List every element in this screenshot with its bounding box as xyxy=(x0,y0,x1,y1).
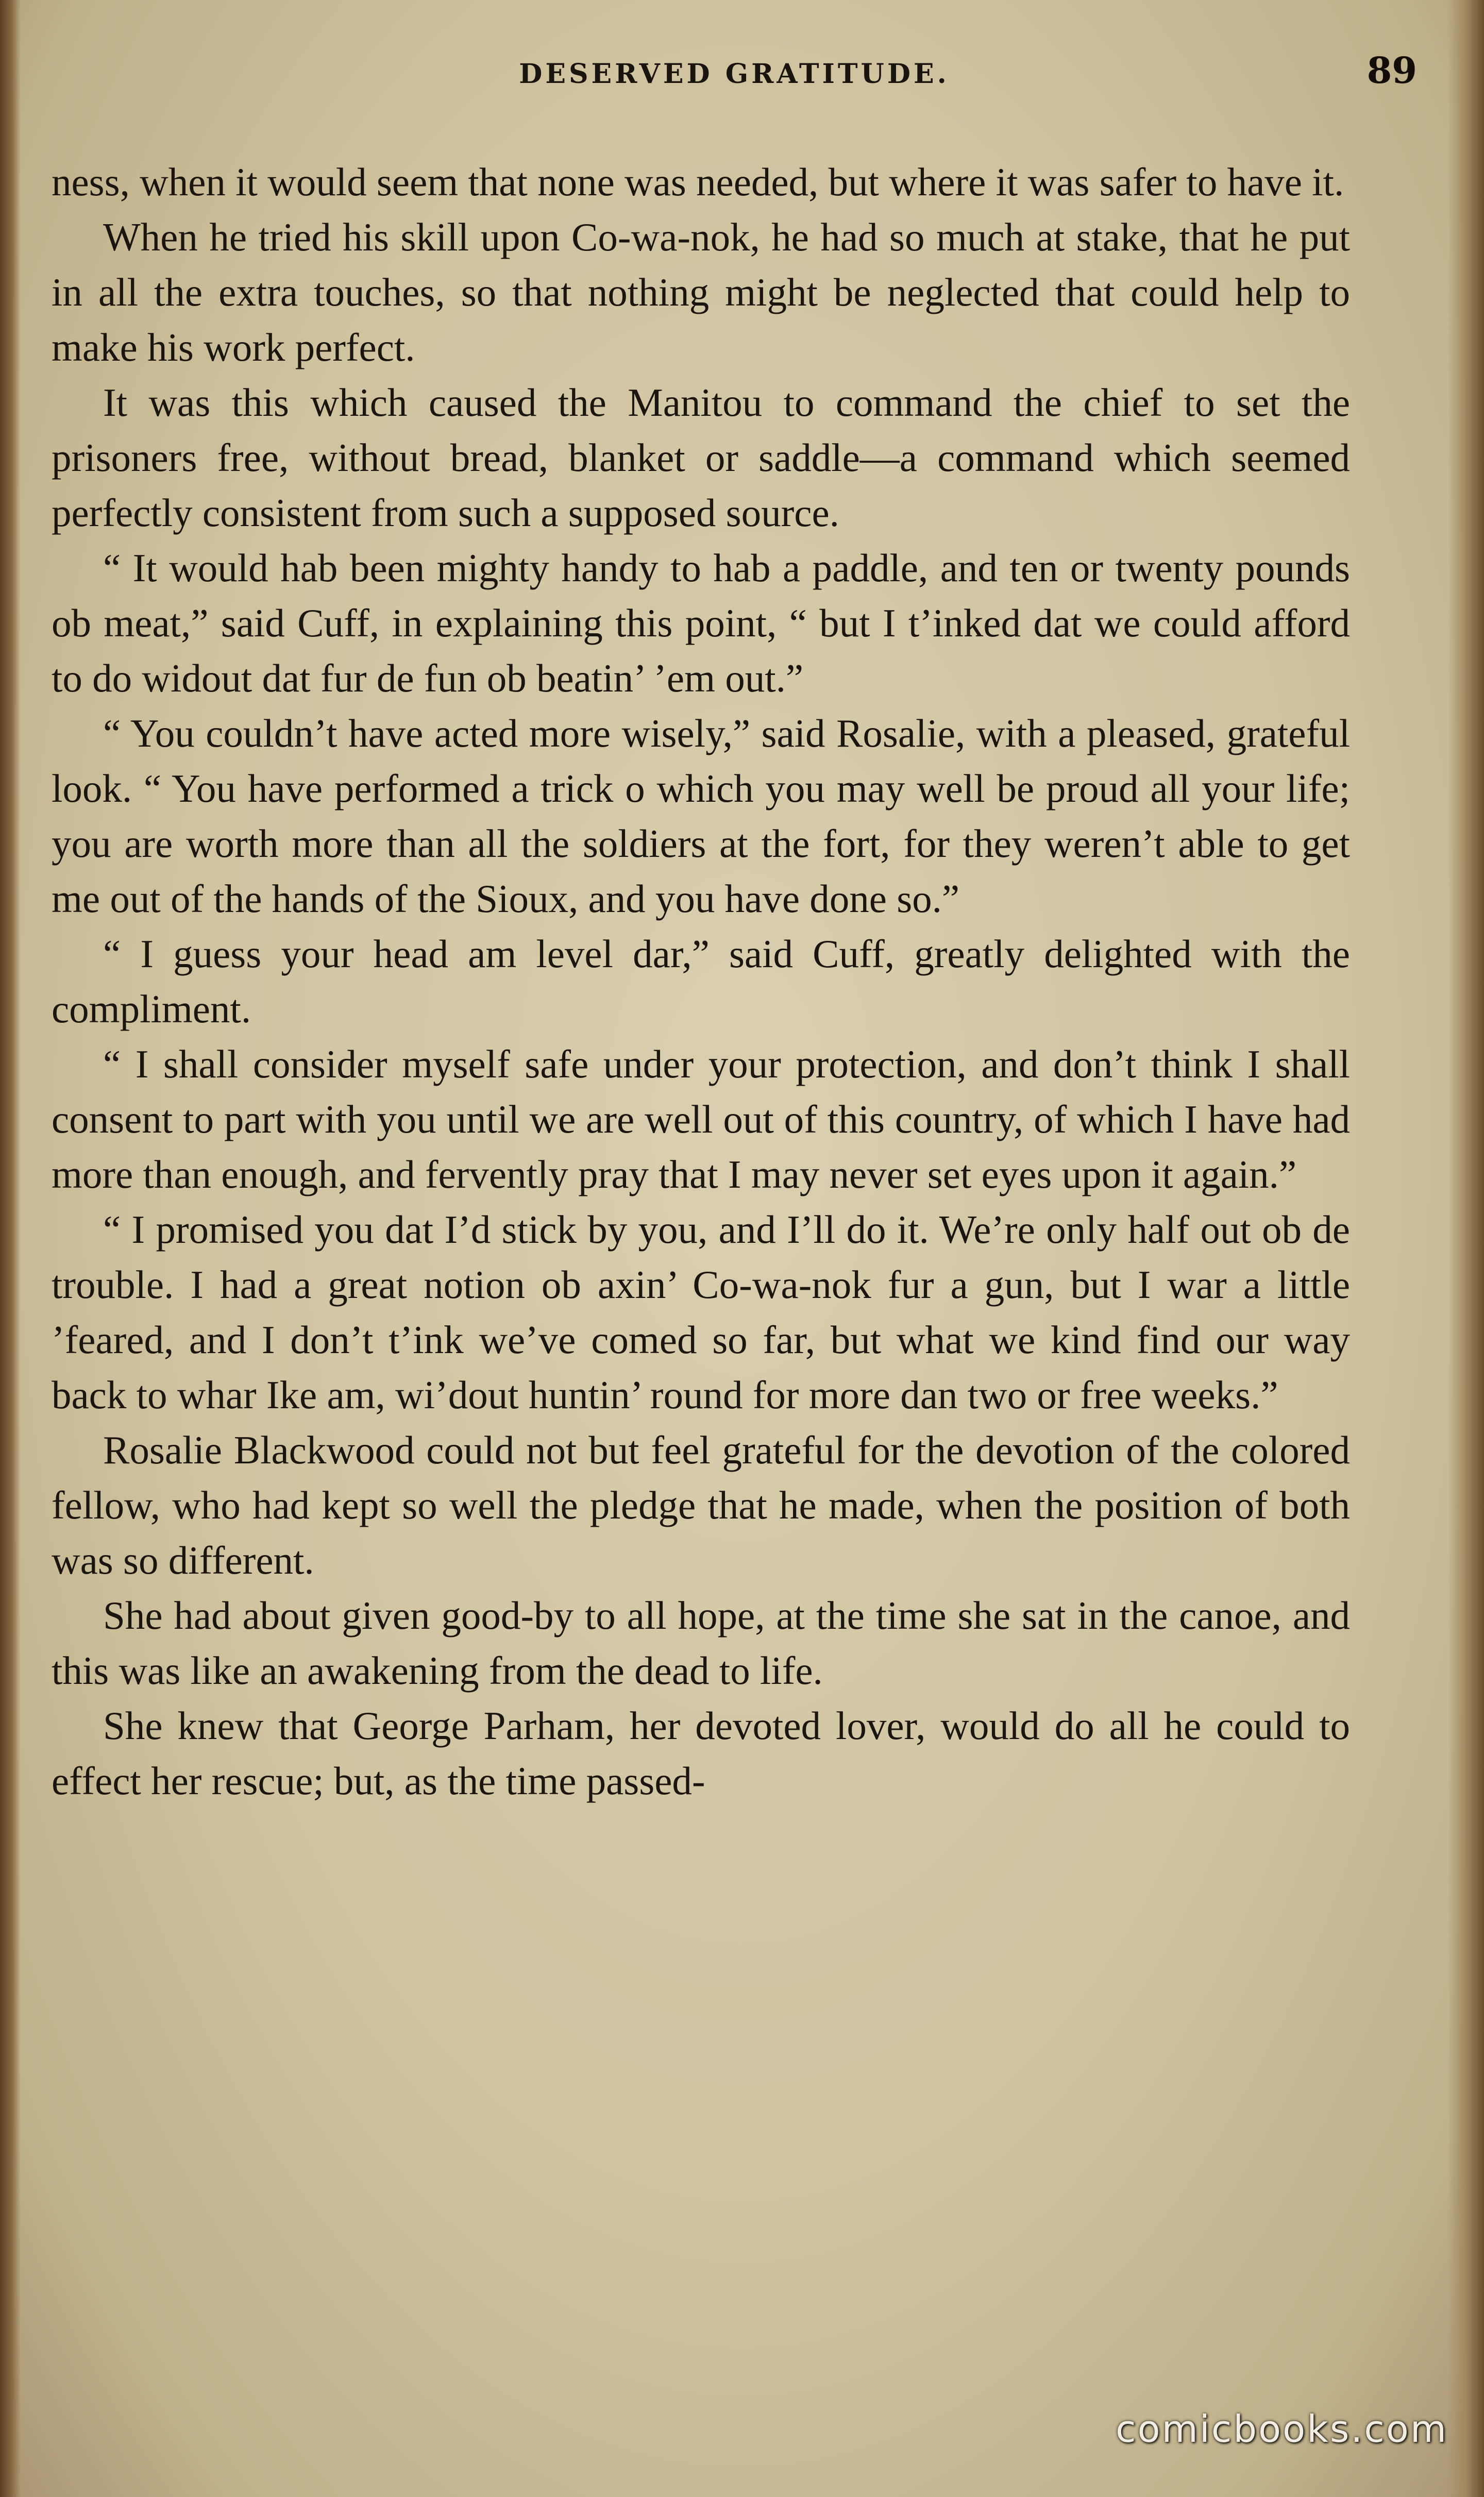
paragraph-continued: ness, when it would seem that none was needed, but where it was safer to have it. xyxy=(52,160,1344,204)
paragraph: When he tried his skill upon Co-wa-nok, he had so much at stake, that he put in all the extra touches, so that nothing might be neglected that could help to make his work perfect. xyxy=(52,215,1350,369)
paragraph: “ You couldn’t have acted more wisely,” said Rosalie, with a pleased, grateful look. “ You have performed a trick o which you may well be proud all your life; you are worth more than all the soldiers at the fort, for they weren’t able to get me out of the hands of the Sioux, and you have done so.” xyxy=(52,711,1350,921)
page-edge-shadow xyxy=(1448,0,1484,2497)
body-text xyxy=(52,155,1350,1809)
paragraph: It was this which caused the Manitou to command the chief to set the prisoners free, without bread, blanket or saddle—a command which seemed perfectly consistent from such a supposed source. xyxy=(52,380,1350,535)
page-gutter-shadow xyxy=(0,0,21,2497)
paragraph: “ I promised you dat I’d stick by you, and I’ll do it. We’re only half out ob de trouble. I had a great notion ob axin’ Co-wa-nok fur a gun, but I war a little ’feared, and I don’t t’ink we’ve comed so far, but what we kind find our way back to whar Ike am, wi’dout huntin’ round for more dan two or free weeks.” xyxy=(52,1207,1350,1417)
running-head: DESERVED GRATITUDE. xyxy=(519,58,950,90)
page-number: 89 xyxy=(1367,49,1417,92)
paragraph: “ I shall consider myself safe under your protection, and don’t think I shall consent to part with you until we are well out of this country, of which I have had more than enough, and fervently pray that I may never set eyes upon it again.” xyxy=(52,1042,1350,1196)
page-header xyxy=(52,49,1417,106)
paragraph: “ I guess your head am level dar,” said Cuff, greatly delighted with the compliment. xyxy=(52,932,1350,1031)
paragraph: She knew that George Parham, her devoted lover, would do all he could to effect her rescue; but, as the time passed- xyxy=(52,1703,1350,1803)
paragraph: “ It would hab been mighty handy to hab a paddle, and ten or twenty pounds ob meat,” said Cuff, in explaining this point, “ but I t’inked dat we could afford to do widout dat fur de fun ob beatin’ ’em out.” xyxy=(52,546,1350,700)
paragraph: She had about given good-by to all hope, at the time she sat in the canoe, and this was like an awakening from the dead to life. xyxy=(52,1593,1350,1693)
paragraph: Rosalie Blackwood could not but feel grateful for the devotion of the colored fellow, who had kept so well the pledge that he made, when the position of both was so different. xyxy=(52,1428,1350,1582)
watermark: comicbooks.com xyxy=(1115,2407,1448,2451)
